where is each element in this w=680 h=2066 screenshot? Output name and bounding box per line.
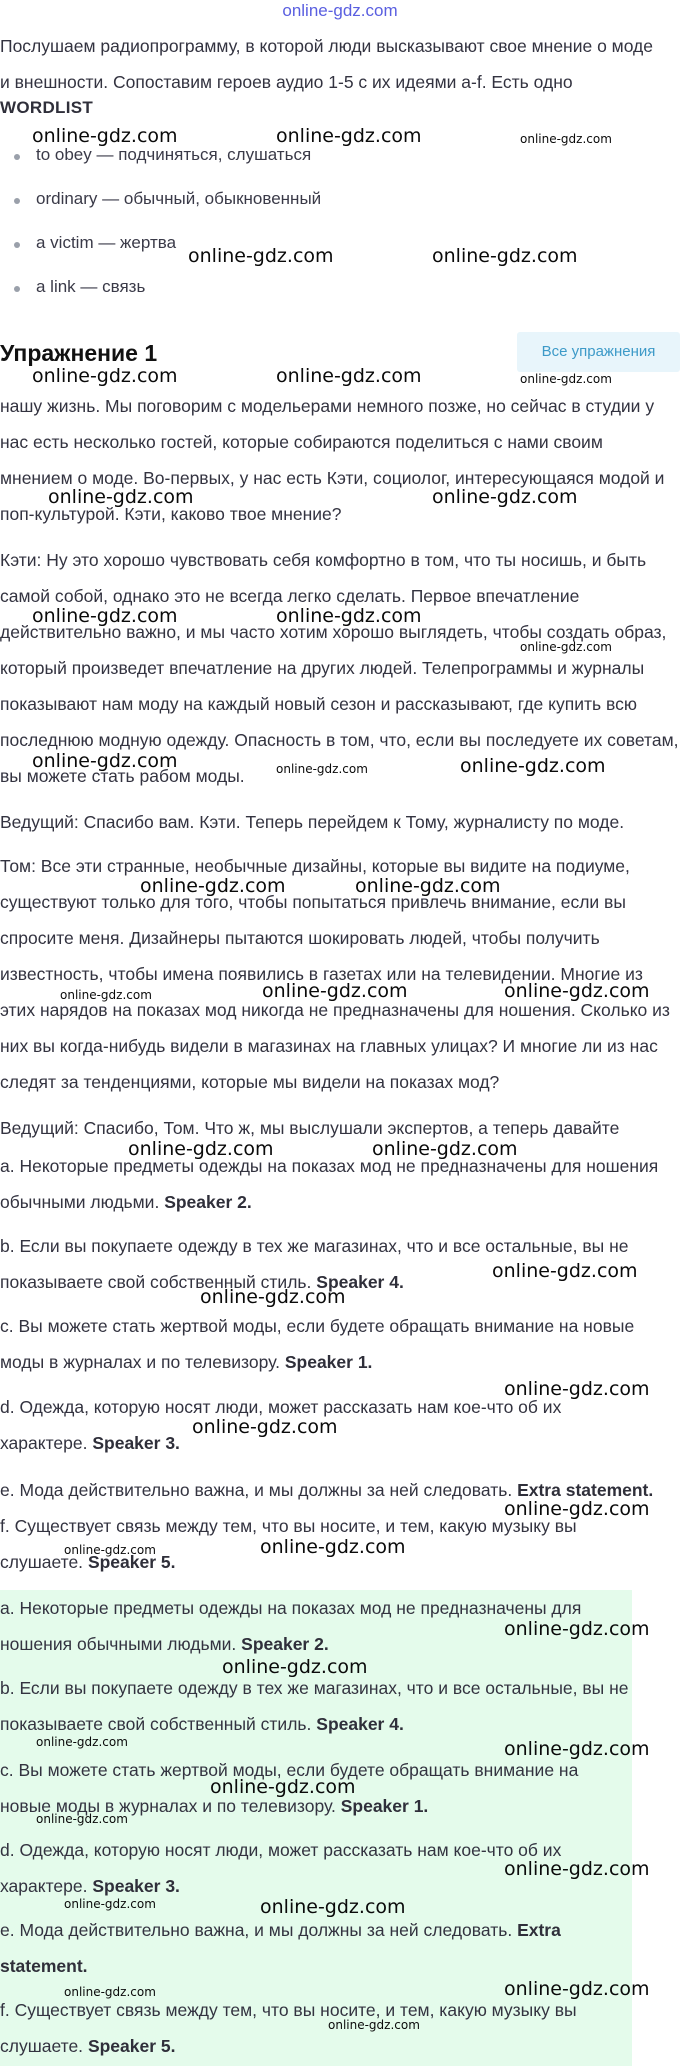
- watermark: online-gdz.com: [188, 245, 334, 267]
- transcript-paragraph: Том: Все эти странные, необычные дизайны, которые вы видите на подиуме, существуют только для того, чтобы попытаться привлечь внимание, если вы спросите меня. Дизайнеры пытаются шокировать людей, чтобы получить известность, чтобы имена появились в газетах или на телевидении. Многие из этих нарядов на показах мод никогда не предназначены для ношения. Сколько из них вы когда-нибудь видели в магазинах на главных улицах? И многие ли из нас следят за тенденциями, которые мы видели на показах мод?: [0, 856, 670, 1092]
- watermark: online-gdz.com: [60, 988, 152, 1002]
- answer-speaker: Extra statement.: [0, 1920, 561, 1976]
- statement: [0, 1389, 630, 1461]
- statement-speaker: Speaker 3.: [92, 1433, 180, 1453]
- watermark: online-gdz.com: [36, 1812, 128, 1826]
- wordlist: [14, 140, 321, 316]
- watermark: online-gdz.com: [355, 875, 501, 897]
- watermark: online-gdz.com: [276, 762, 368, 776]
- answer-text: e. Мода действительно важна, и мы должны за ней следовать.: [0, 1920, 513, 1940]
- watermark: online-gdz.com: [492, 1260, 638, 1282]
- watermark: online-gdz.com: [222, 1656, 368, 1678]
- answer-text: c. Вы можете стать жертвой моды, если будете обращать внимание на новые моды в журналах и по телевизору.: [0, 1760, 579, 1816]
- watermark: online-gdz.com: [48, 486, 194, 508]
- answer-statement: [0, 1590, 630, 1662]
- answer-speaker: Speaker 4.: [316, 1714, 404, 1734]
- watermark: online-gdz.com: [504, 1858, 650, 1880]
- watermark: online-gdz.com: [260, 1896, 406, 1918]
- watermark: online-gdz.com: [372, 1138, 518, 1160]
- watermark: online-gdz.com: [260, 1536, 406, 1558]
- intro-text: Послушаем радиопрограмму, в которой люди высказывают свое мнение о моде и внешности. Сопоставим героев аудио 1-5 с их идеями a-f. Есть одно: [0, 36, 654, 92]
- transcript-paragraph: Ведущий: Спасибо вам. Кэти. Теперь перейдем к Тому, журналисту по моде.: [0, 812, 625, 832]
- watermark: online-gdz.com: [276, 125, 422, 147]
- watermark: online-gdz.com: [520, 132, 612, 146]
- statement: [0, 1228, 660, 1300]
- watermark: online-gdz.com: [504, 1498, 650, 1520]
- statement-text: b. Если вы покупаете одежду в тех же магазинах, что и все остальные, вы не показываете свой собственный стиль.: [0, 1236, 629, 1292]
- watermark: online-gdz.com: [32, 365, 178, 387]
- answer-statement: [0, 1992, 630, 2064]
- statement-text: f. Существует связь между тем, что вы носите, и тем, какую музыку вы слушаете.: [0, 1516, 577, 1572]
- all-exercises-button[interactable]: Все упражнения: [517, 332, 680, 372]
- watermark: online-gdz.com: [32, 125, 178, 147]
- answer-speaker: Speaker 1.: [340, 1796, 429, 1816]
- watermark: online-gdz.com: [200, 1286, 346, 1308]
- watermark: online-gdz.com: [210, 1776, 356, 1798]
- watermark: online-gdz.com: [36, 1735, 128, 1749]
- answer-statement: [0, 1670, 630, 1742]
- watermark: online-gdz.com: [520, 640, 612, 654]
- watermark: online-gdz.com: [432, 486, 578, 508]
- watermark: online-gdz.com: [140, 875, 286, 897]
- answer-text: f. Существует связь между тем, что вы носите, и тем, какую музыку вы слушаете.: [0, 2000, 577, 2056]
- transcript-paragraph: Кэти: Ну это хорошо чувствовать себя комфортно в том, что ты носишь, и быть самой собой, однако это не всегда легко сделать. Первое впечатление действительно важно, и мы часто хотим хорошо выглядеть, чтобы создать образ, который произведет впечатление на других людей. Телепрограммы и журналы показывают нам моду на каждый новый сезон и рассказывают, где купить всю последнюю модную одежду. Опасность в том, что, если вы последуете их советам, вы можете стать рабом моды.: [0, 550, 679, 786]
- statement-speaker: Speaker 1.: [284, 1352, 373, 1372]
- statement: [0, 1148, 660, 1220]
- watermark: online-gdz.com: [460, 755, 606, 777]
- statement-speaker: Speaker 2.: [164, 1192, 252, 1212]
- answer-statement: [0, 1832, 630, 1904]
- watermark: online-gdz.com: [504, 1618, 650, 1640]
- exercise-title: Упражнение 1: [0, 340, 158, 366]
- watermark: online-gdz.com: [276, 605, 422, 627]
- statement-speaker: Speaker 4.: [316, 1272, 404, 1292]
- watermark: online-gdz.com: [520, 372, 612, 386]
- answer-statement: [0, 1752, 630, 1824]
- statement: [0, 1308, 660, 1380]
- statement-text: e. Мода действительно важна, и мы должны за ней следовать.: [0, 1480, 513, 1500]
- watermark: online-gdz.com: [64, 1897, 156, 1911]
- watermark: online-gdz.com: [64, 1543, 156, 1557]
- wordlist-title: WORDLIST: [0, 98, 94, 117]
- transcript-paragraph: Ведущий: Спасибо, Том. Что ж, мы выслушали экспертов, а теперь давайте: [0, 1118, 620, 1138]
- statement: [0, 1508, 660, 1580]
- statement-speaker: Speaker 5.: [87, 1552, 176, 1572]
- answer-speaker: Speaker 3.: [92, 1876, 180, 1896]
- watermark: online-gdz.com: [32, 605, 178, 627]
- watermark: online-gdz.com: [32, 750, 178, 772]
- watermark: online-gdz.com: [328, 2018, 420, 2032]
- answer-speaker: Speaker 5.: [87, 2036, 176, 2056]
- answer-statement: [0, 1912, 630, 1984]
- wordlist-item: a victim — жертва: [14, 228, 321, 272]
- site-logo[interactable]: online-gdz.com: [282, 1, 398, 20]
- watermark: online-gdz.com: [276, 365, 422, 387]
- watermark: online-gdz.com: [504, 1378, 650, 1400]
- statement: [0, 1472, 680, 1508]
- answer-text: a. Некоторые предметы одежды на показах мод не предназначены для ношения обычными людьми.: [0, 1598, 582, 1654]
- statement-text: c. Вы можете стать жертвой моды, если будете обращать внимание на новые моды в журналах и по телевизору.: [0, 1316, 635, 1372]
- watermark: online-gdz.com: [504, 980, 650, 1002]
- watermark: online-gdz.com: [432, 245, 578, 267]
- answer-text: d. Одежда, которую носят люди, может рассказать нам кое-что об их характере.: [0, 1840, 562, 1896]
- watermark: online-gdz.com: [192, 1416, 338, 1438]
- watermark: online-gdz.com: [504, 1738, 650, 1760]
- watermark: online-gdz.com: [504, 1978, 650, 2000]
- watermark: online-gdz.com: [64, 1985, 156, 1999]
- wordlist-item: ordinary — обычный, обыкновенный: [14, 184, 321, 228]
- answer-speaker: Speaker 2.: [241, 1634, 329, 1654]
- statement-text: d. Одежда, которую носят люди, может рассказать нам кое-что об их характере.: [0, 1397, 562, 1453]
- wordlist-item: a link — связь: [14, 272, 321, 316]
- watermark: online-gdz.com: [262, 980, 408, 1002]
- wordlist-item: to obey — подчиняться, слушаться: [14, 140, 321, 184]
- watermark: online-gdz.com: [128, 1138, 274, 1160]
- statement-speaker: Extra statement.: [517, 1480, 654, 1500]
- statement-text: a. Некоторые предметы одежды на показах мод не предназначены для ношения обычными людьми.: [0, 1156, 659, 1212]
- transcript-paragraph: нашу жизнь. Мы поговорим с модельерами немного позже, но сейчас в студии у нас есть несколько гостей, которые собираются поделиться с нами своим мнением о моде. Во-первых, у нас есть Кэти, социолог, интересующаяся модой и поп-культурой. Кэти, каково твое мнение?: [0, 396, 665, 524]
- answer-text: b. Если вы покупаете одежду в тех же магазинах, что и все остальные, вы не показываете свой собственный стиль.: [0, 1678, 629, 1734]
